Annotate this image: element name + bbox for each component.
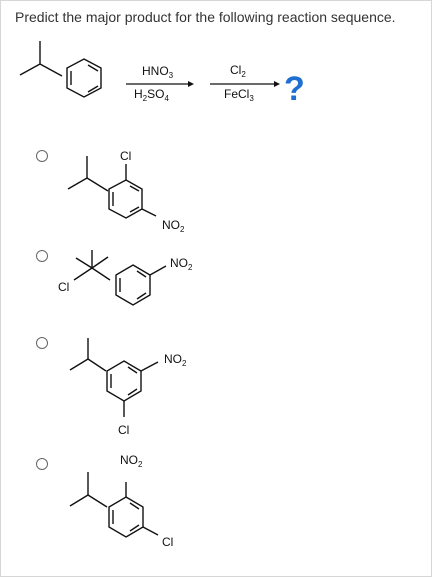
option-b-structure (52, 240, 272, 330)
step1-bottom-label: $H_2SO_4$ (134, 87, 169, 103)
option-a-no2-label: $NO_2$ (162, 218, 185, 234)
step1-reagents (126, 64, 194, 103)
question-text: Predict the major product for the following reaction sequence. (15, 9, 396, 25)
isopropylbenzene-structure (20, 41, 101, 97)
option-c-structure (60, 334, 260, 444)
option-a-radio[interactable] (36, 150, 48, 162)
product-question-mark: ? (284, 70, 305, 108)
step2-bottom-label: FeCl$_3$ (224, 87, 254, 103)
option-d-radio[interactable] (36, 458, 48, 470)
option-c-no2-label: $NO_2$ (164, 352, 187, 368)
option-b-cl-label: Cl (58, 280, 70, 294)
step2-top-label: $Cl_2$ (230, 63, 246, 79)
option-c-radio[interactable] (36, 337, 48, 349)
option-d-cl-label: Cl (162, 535, 174, 549)
option-c-cl-label: Cl (118, 423, 130, 437)
option-b-no2-label: $NO_2$ (170, 256, 193, 272)
step2-reagents (210, 63, 280, 103)
option-b-radio[interactable] (36, 250, 48, 262)
reaction-scheme (0, 30, 432, 150)
option-d-no2-label: $NO_2$ (120, 453, 143, 469)
option-d-structure (60, 450, 260, 560)
option-a-cl-label: Cl (120, 149, 132, 163)
step1-top-label: $HNO_3$ (142, 64, 174, 80)
option-a-structure (60, 146, 260, 246)
